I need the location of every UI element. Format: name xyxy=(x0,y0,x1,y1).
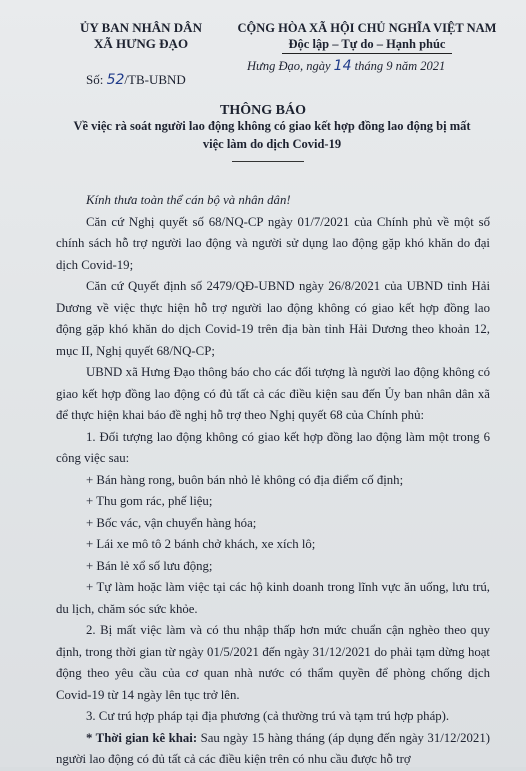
doc-no-handwritten: 52 xyxy=(106,72,125,88)
motto-underline xyxy=(282,53,452,54)
condition-2: 2. Bị mất việc làm và có thu nhập thấp hơn mức chuẩn cận nghèo theo quy định, trong thời gian từ ngày 01/5/2021 đến ngày 31/12/2021 do phải tạm dừng hoạt động theo yêu cầu của cơ quan nhà nước có thẩm quyền để phòng chống dịch Covid-19 từ 14 ngày lên tục trở lên. xyxy=(56,623,490,702)
job-item-5: + Bán lẻ xổ số lưu động; xyxy=(86,558,213,573)
doc-no-suffix: /TB-UBND xyxy=(124,72,186,87)
greeting: Kính thưa toàn thể cán bộ và nhân dân! xyxy=(86,193,291,207)
job-item-3: + Bốc vác, vận chuyển hàng hóa; xyxy=(86,515,257,530)
subject-line-1: Về việc rà soát người lao động không có giao kết hợp đồng lao động bị mất xyxy=(73,119,471,133)
date-day-handwritten: 14 xyxy=(333,58,352,74)
org-line-1: ỦY BAN NHÂN DÂN xyxy=(80,20,202,35)
job-item-4: + Lái xe mô tô 2 bánh chở khách, xe xích lô; xyxy=(86,537,316,551)
doc-no-label: Số: xyxy=(86,72,104,87)
paragraph-legal-basis-2: Căn cứ Quyết định số 2479/QĐ-UBND ngày 26/8/2021 của UBND tỉnh Hải Dương về việc thực hiện hỗ trợ người lao động không có giao kết hợp đồng lao động gặp khó khăn do dịch Covid-19 trên địa bàn tỉnh Hải Dương theo khoản 12, mục II, Nghị quyết 68/NQ-CP; xyxy=(56,279,490,358)
document-number xyxy=(86,72,186,88)
job-item-1: + Bán hàng rong, buôn bán nhỏ lẻ không có địa điểm cố định; xyxy=(86,472,404,487)
job-item-2: + Thu gom rác, phế liệu; xyxy=(86,494,213,508)
place-suffix: tháng 9 năm 2021 xyxy=(354,59,446,73)
declaration-time-lead: * Thời gian kê khai: xyxy=(86,730,198,745)
national-title: CỘNG HÒA XÃ HỘI CHỦ NGHĨA VIỆT NAM xyxy=(237,21,497,35)
subject-underline xyxy=(232,161,304,162)
place-and-date xyxy=(247,58,445,74)
document-title: THÔNG BÁO xyxy=(220,103,306,118)
national-header xyxy=(222,20,512,54)
declaration-time xyxy=(56,728,490,771)
paragraph-legal-basis-1: Căn cứ Nghị quyết số 68/NQ-CP ngày 01/7/2021 của Chính phủ về một số chính sách hỗ trợ người lao động và người sử dụng lao động gặp khó khăn do đại dịch Covid-19; xyxy=(56,214,490,272)
paragraph-announcement: UBND xã Hưng Đạo thông báo cho các đối tượng là người lao động không có giao kết hợp đồng lao động có đủ tất cả các điều kiện sau đến Ủy ban nhân dân xã để thực hiện khai báo đề nghị hỗ trợ theo Nghị quyết 68 của Chính phủ: xyxy=(56,365,490,422)
declaration-time-text: Sau ngày 15 hàng tháng (áp dụng đến ngày 31/12/2021) người lao động có đủ tất cả các điều kiện trên có nhu cầu được hỗ trợ xyxy=(56,730,490,766)
place-prefix: Hưng Đạo, ngày xyxy=(247,59,331,73)
job-item-6: + Tự làm hoặc làm việc tại các hộ kinh doanh trong lĩnh vực ăn uống, lưu trú, du lịch, chăm sóc sức khỏe. xyxy=(56,580,490,616)
national-motto: Độc lập – Tự do – Hạnh phúc xyxy=(288,37,446,51)
condition-1: 1. Đối tượng lao động không có giao kết hợp đồng lao động làm một trong 6 công việc sau: xyxy=(56,429,490,465)
issuing-organization xyxy=(56,20,226,52)
document-subject xyxy=(62,117,482,153)
org-line-2: XÃ HƯNG ĐẠO xyxy=(93,36,189,51)
document-body xyxy=(56,190,490,771)
subject-line-2: việc làm do dịch Covid-19 xyxy=(202,137,342,151)
condition-3: 3. Cư trú hợp pháp tại địa phương (cả thường trú và tạm trú hợp pháp). xyxy=(86,709,450,723)
